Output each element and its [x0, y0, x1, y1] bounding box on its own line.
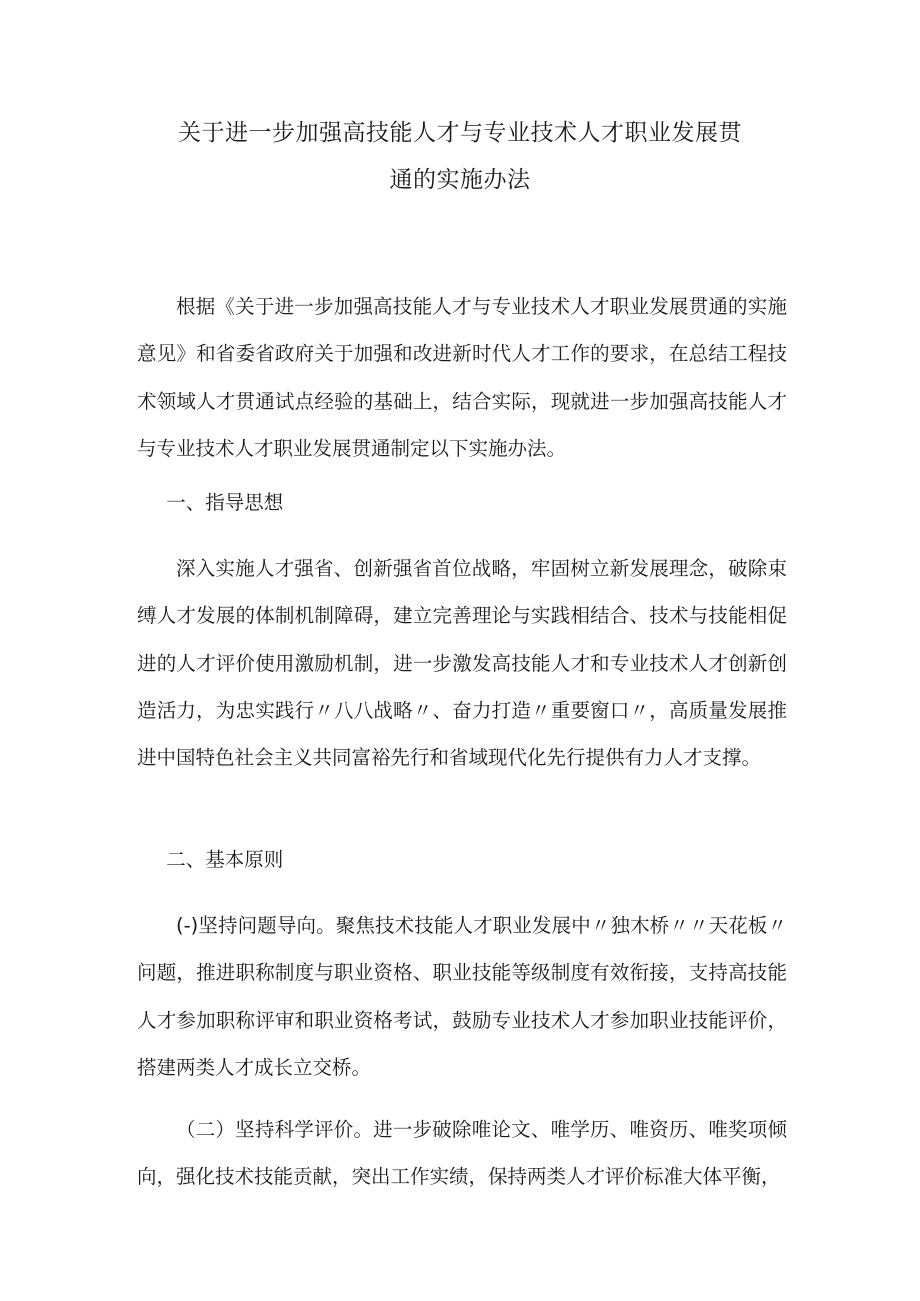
document-title-line-2: 通的实施办法	[389, 167, 531, 193]
principle-problem-oriented-paragraph: (-)坚持问题导向。聚焦技术技能人才职业发展中〃独木桥〃〃天花板〃问题，推进职称制度与职业资格、职业技能等级制度有效衔接，支持高技能人才参加职称评审和职业资格考试，鼓励专业技术人才参加职业技能评价，搭建两类人才成长立交桥。	[137, 914, 787, 1079]
principle-scientific-evaluation-paragraph: （二）坚持科学评价。进一步破除唯论文、唯学历、唯资历、唯奖项倾向，强化技术技能贡献，突出工作实绩，保持两类人才评价标准大体平衡，	[137, 1118, 787, 1189]
section-heading-guiding-ideology: 一、指导思想	[166, 491, 284, 514]
document-title-line-1: 关于进一步加强高技能人才与专业技术人才职业发展贯	[178, 120, 742, 146]
section-heading-basic-principles: 二、基本原则	[166, 848, 284, 871]
guiding-ideology-paragraph: 深入实施人才强省、创新强省首位战略，牢固树立新发展理念，破除束缚人才发展的体制机制障碍，建立完善理论与实践相结合、技术与技能相促进的人才评价使用激励机制，进一步激发高技能人才和专业技术人才创新创造活力，为忠实践行〃八八战略〃、奋力打造〃重要窗口〃，高质量发展推进中国特色社会主义共同富裕先行和省域现代化先行提供有力人才支撑。	[137, 557, 787, 770]
intro-paragraph: 根据《关于进一步加强高技能人才与专业技术人才职业发展贯通的实施意见》和省委省政府关于加强和改进新时代人才工作的要求，在总结工程技术领域人才贯通试点经验的基础上，结合实际，现就进一步加强高技能人才与专业技术人才职业发展贯通制定以下实施办法。	[137, 295, 787, 460]
